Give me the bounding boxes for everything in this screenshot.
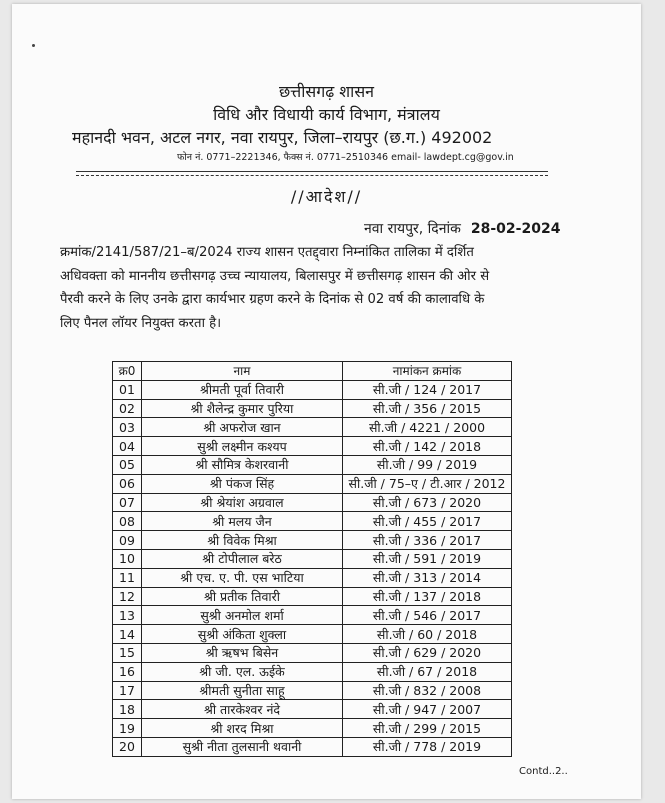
enrollment-cell: सी.जी / 546 / 2017: [343, 606, 512, 625]
serial-cell: 01: [113, 380, 142, 399]
table-row: [113, 418, 512, 437]
enrollment-cell: सी.जी / 4221 / 2000: [343, 418, 512, 437]
serial-cell: 03: [113, 418, 142, 437]
name-cell: श्री एच. ए. पी. एस भाटिया: [142, 568, 343, 587]
name-cell: श्री श्रेयांश अग्रवाल: [142, 493, 343, 512]
table-row: [113, 568, 512, 587]
table-row: [113, 700, 512, 719]
serial-cell: 13: [113, 606, 142, 625]
serial-cell: 10: [113, 549, 142, 568]
place-date-line: [364, 219, 560, 238]
header-divider: [76, 171, 548, 172]
serial-cell: 18: [113, 700, 142, 719]
panel-lawyer-table: [112, 361, 512, 757]
scan-speck: [32, 44, 35, 47]
name-cell: श्री शैलेन्द्र कुमार पुरिया: [142, 399, 343, 418]
enrollment-cell: सी.जी / 778 / 2019: [343, 737, 512, 756]
header-contact: फोन नं. 0771–2221346, फैक्स नं. 0771–2510346 email- lawdept.cg@gov.in: [177, 152, 514, 163]
enrollment-cell: सी.जी / 67 / 2018: [343, 662, 512, 681]
table-row: [113, 681, 512, 700]
serial-cell: 09: [113, 531, 142, 550]
enrollment-cell: सी.जी / 629 / 2020: [343, 643, 512, 662]
enrollment-cell: सी.जी / 313 / 2014: [343, 568, 512, 587]
col-enrollment-header: नामांकन क्रमांक: [343, 362, 512, 381]
serial-cell: 12: [113, 587, 142, 606]
name-cell: श्री तारकेश्वर नंदे: [142, 700, 343, 719]
table-header-row: [113, 362, 512, 381]
name-cell: श्री अफरोज खान: [142, 418, 343, 437]
enrollment-cell: सी.जी / 591 / 2019: [343, 549, 512, 568]
enrollment-cell: सी.जी / 336 / 2017: [343, 531, 512, 550]
table-row: [113, 474, 512, 493]
place-label: नवा रायपुर, दिनांक: [364, 221, 461, 237]
serial-cell: 11: [113, 568, 142, 587]
order-title: //आदेश//: [290, 187, 363, 206]
name-cell: सुश्री लक्ष्मीन कश्यप: [142, 437, 343, 456]
table-row: [113, 625, 512, 644]
table-row: [113, 531, 512, 550]
table-row: [113, 399, 512, 418]
enrollment-cell: सी.जी / 356 / 2015: [343, 399, 512, 418]
table-row: [113, 455, 512, 474]
table-row: [113, 549, 512, 568]
table-row: [113, 493, 512, 512]
serial-cell: 19: [113, 719, 142, 738]
table-row: [113, 719, 512, 738]
serial-cell: 06: [113, 474, 142, 493]
serial-cell: 08: [113, 512, 142, 531]
document-page: [12, 4, 641, 799]
name-cell: श्री मलय जैन: [142, 512, 343, 531]
name-cell: सुश्री अनमोल शर्मा: [142, 606, 343, 625]
serial-cell: 17: [113, 681, 142, 700]
enrollment-cell: सी.जी / 137 / 2018: [343, 587, 512, 606]
table-row: [113, 587, 512, 606]
name-cell: श्री सौमित्र केशरवानी: [142, 455, 343, 474]
enrollment-cell: सी.जी / 124 / 2017: [343, 380, 512, 399]
paragraph-line: क्रमांक/2141/587/21–ब/2024 राज्य शासन एतद्द्वारा निम्नांकित तालिका में दर्शित: [60, 245, 474, 260]
header-department: विधि और विधायी कार्य विभाग, मंत्रालय: [213, 105, 440, 124]
enrollment-cell: सी.जी / 673 / 2020: [343, 493, 512, 512]
paragraph-line: पैरवी करने के लिए उनके द्वारा कार्यभार ग्रहण करने के दिनांक से 02 वर्ष की कालावधि के: [60, 292, 485, 307]
enrollment-cell: सी.जी / 75–ए / टी.आर / 2012: [343, 474, 512, 493]
name-cell: श्री प्रतीक तिवारी: [142, 587, 343, 606]
table-row: [113, 737, 512, 756]
serial-cell: 05: [113, 455, 142, 474]
table-body: [113, 380, 512, 756]
name-cell: श्री शरद मिश्रा: [142, 719, 343, 738]
table-row: [113, 606, 512, 625]
serial-cell: 20: [113, 737, 142, 756]
paragraph-line: लिए पैनल लॉयर नियुक्त करता है।: [60, 315, 222, 331]
table-row: [113, 437, 512, 456]
order-date: 28-02-2024: [470, 221, 561, 237]
continued-note: Contd..2..: [519, 766, 568, 777]
col-serial-header: क्र0: [113, 362, 142, 381]
col-name-header: नाम: [142, 362, 343, 381]
serial-cell: 15: [113, 643, 142, 662]
enrollment-cell: सी.जी / 947 / 2007: [343, 700, 512, 719]
order-paragraph: [60, 241, 596, 335]
table-row: [113, 512, 512, 531]
paragraph-line: अधिवक्ता को माननीय छत्तीसगढ़ उच्च न्यायालय, बिलासपुर में छत्तीसगढ़ शासन की ओर से: [60, 268, 490, 284]
header-government: छत्तीसगढ़ शासन: [278, 82, 375, 101]
name-cell: श्री ऋषभ बिसेन: [142, 643, 343, 662]
enrollment-cell: सी.जी / 60 / 2018: [343, 625, 512, 644]
serial-cell: 07: [113, 493, 142, 512]
enrollment-cell: सी.जी / 832 / 2008: [343, 681, 512, 700]
serial-cell: 02: [113, 399, 142, 418]
name-cell: श्री पंकज सिंह: [142, 474, 343, 493]
enrollment-cell: सी.जी / 299 / 2015: [343, 719, 512, 738]
header-divider-dashed: [76, 175, 548, 176]
enrollment-cell: सी.जी / 142 / 2018: [343, 437, 512, 456]
name-cell: श्रीमती पूर्वा तिवारी: [142, 380, 343, 399]
table-row: [113, 662, 512, 681]
table-row: [113, 380, 512, 399]
name-cell: श्री टोपीलाल बरेठ: [142, 549, 343, 568]
name-cell: श्री विवेक मिश्रा: [142, 531, 343, 550]
enrollment-cell: सी.जी / 99 / 2019: [343, 455, 512, 474]
header-address: महानदी भवन, अटल नगर, नवा रायपुर, जिला–रायपुर (छ.ग.) 492002: [72, 128, 493, 147]
serial-cell: 16: [113, 662, 142, 681]
enrollment-cell: सी.जी / 455 / 2017: [343, 512, 512, 531]
serial-cell: 14: [113, 625, 142, 644]
table-row: [113, 643, 512, 662]
name-cell: श्रीमती सुनीता साहू: [142, 681, 343, 700]
serial-cell: 04: [113, 437, 142, 456]
name-cell: श्री जी. एल. ऊईके: [142, 662, 343, 681]
name-cell: सुश्री अंकिता शुक्ला: [142, 625, 343, 644]
name-cell: सुश्री नीता तुलसानी थवानी: [142, 737, 343, 756]
